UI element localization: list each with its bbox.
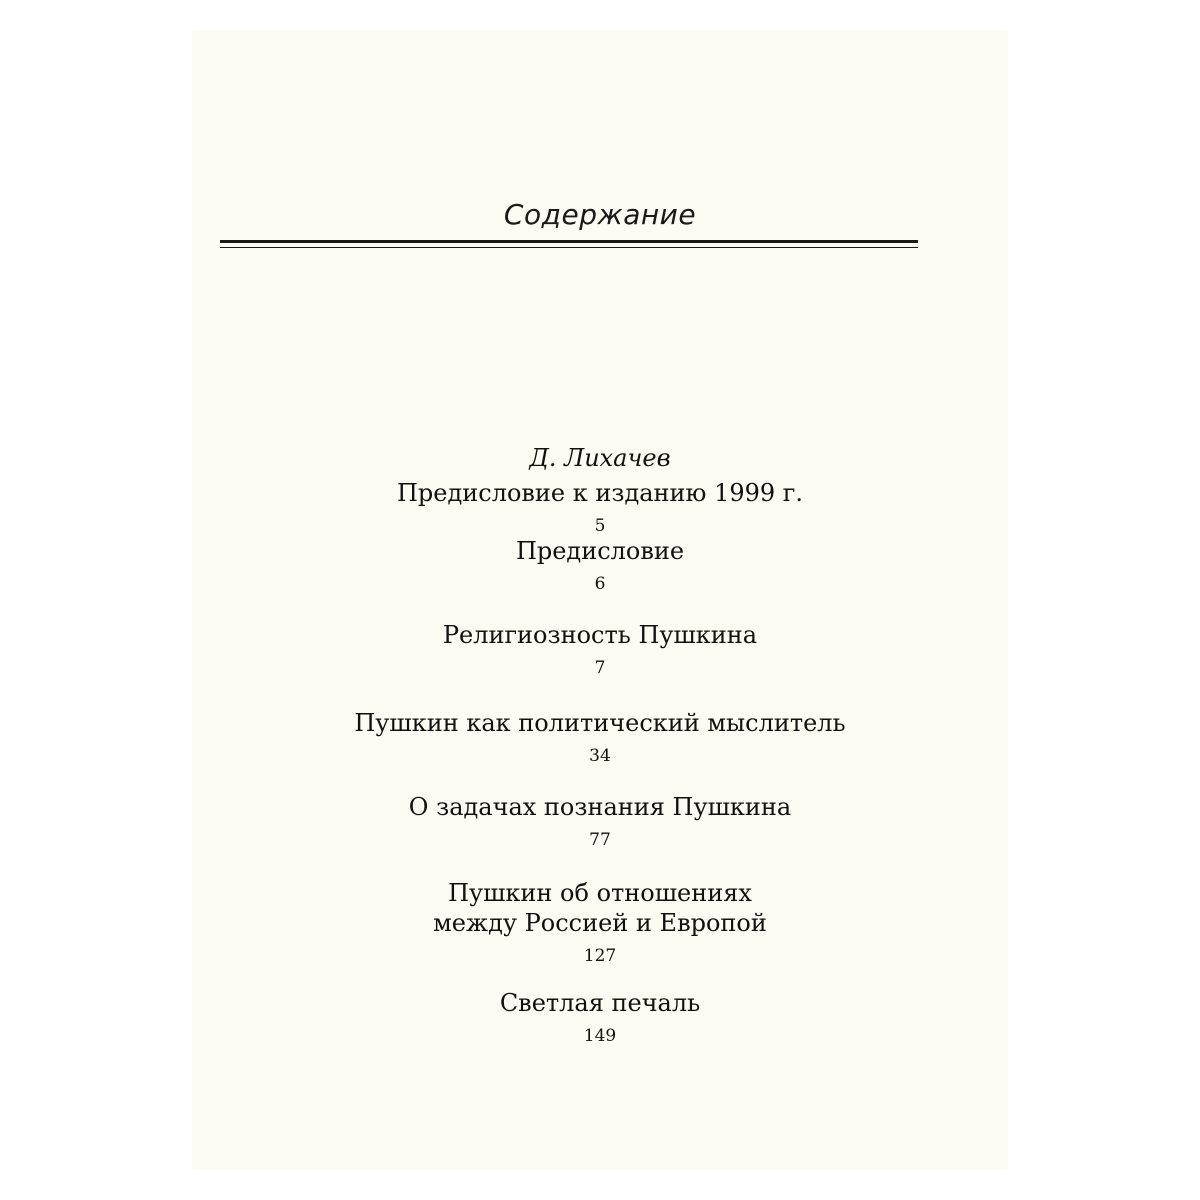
- toc-entry: [192, 708, 1008, 792]
- toc-entry: [192, 988, 1008, 1048]
- toc-entry-title: Религиозность Пушкина: [442, 621, 758, 649]
- contents-heading: Содержание: [503, 198, 697, 231]
- toc-entry-title: Светлая печаль: [499, 989, 701, 1017]
- heading-double-rule: [220, 240, 918, 248]
- toc-entry-title: Предисловие к изданию 1999 г.: [397, 479, 803, 507]
- toc-entry: [192, 438, 1008, 536]
- toc-entry-author: Д. Лихачев: [529, 444, 671, 472]
- toc-entry-page: 127: [583, 946, 617, 966]
- toc-entry: [192, 536, 1008, 620]
- toc-entry-page: 34: [589, 746, 611, 766]
- toc-entry-title-line2: между Россией и Европой: [433, 909, 767, 937]
- toc-entry: [192, 878, 1008, 988]
- toc-entry-title-line1: Пушкин об отношениях: [448, 879, 752, 907]
- toc-entry-title: Пушкин как политический мыслитель: [354, 709, 846, 737]
- toc-entry-page: 7: [594, 658, 606, 678]
- book-page: [192, 30, 1008, 1170]
- toc-entry-page: 5: [594, 516, 606, 536]
- toc-entry-page: 6: [594, 574, 606, 594]
- toc-entry-page: 149: [583, 1026, 617, 1046]
- toc-entry: [192, 620, 1008, 708]
- toc-entry-title: О задачах познания Пушкина: [408, 793, 792, 821]
- toc-entry-title: Предисловие: [515, 537, 685, 565]
- table-of-contents: [192, 438, 1008, 1048]
- toc-entry: [192, 792, 1008, 878]
- toc-entry-page: 77: [589, 830, 611, 850]
